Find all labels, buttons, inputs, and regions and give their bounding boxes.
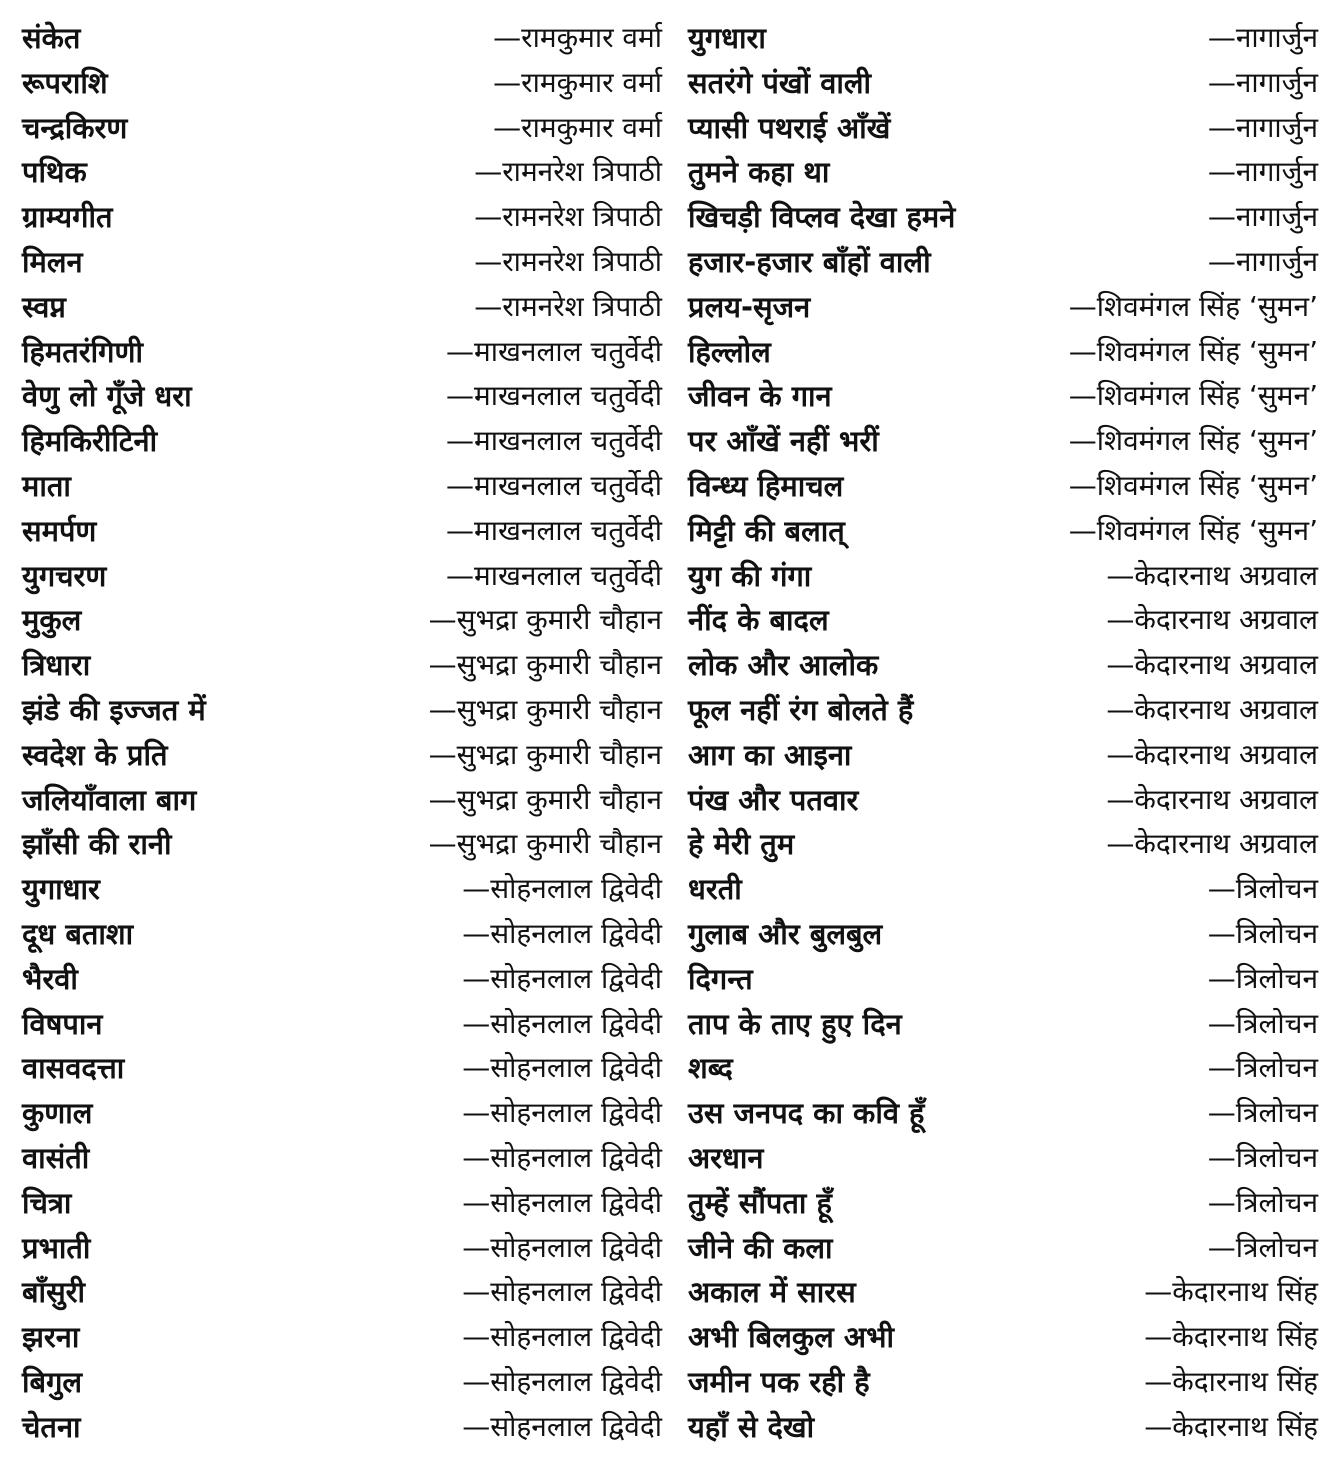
list-item [688,1091,1318,1136]
work-title: चेतना [22,1409,81,1444]
author-name: —त्रिलोचन [1207,1006,1318,1040]
author-name: —त्रिलोचन [1207,1096,1318,1130]
author-name: —सुभद्रा कुमारी चौहान [428,782,662,816]
list-item [688,688,1318,733]
work-title: जीने की कला [688,1230,833,1265]
list-item [22,1226,662,1271]
author-name: —सुभद्रा कुमारी चौहान [428,603,662,637]
work-title: मिलन [22,244,83,279]
list-item [22,330,662,375]
list-item [688,822,1318,867]
work-title: ताप के ताए हुए दिन [688,1006,902,1041]
list-item [22,150,662,195]
work-title: पथिक [22,155,87,190]
author-name: —नागार्जुन [1207,21,1318,54]
work-title: उस जनपद का कवि हूँ [688,1096,925,1131]
list-item [22,912,662,957]
work-title: हिमतरंगिणी [22,334,143,369]
work-title: संकेत [22,21,81,55]
author-name: —सुभद्रा कुमारी चौहान [428,648,662,682]
list-item [688,330,1318,375]
author-name: —सुभद्रा कुमारी चौहान [428,737,662,771]
author-name: —रामनरेश त्रिपाठी [474,200,662,234]
author-name: —त्रिलोचन [1207,916,1318,950]
author-name: —नागार्जुन [1207,200,1318,234]
list-item [688,1181,1318,1226]
list-item [688,16,1318,61]
list-item [688,643,1318,688]
author-name: —केदारनाथ अग्रवाल [1106,827,1318,861]
author-name: —त्रिलोचन [1207,961,1318,995]
list-item [22,16,662,61]
author-name: —रामनरेश त्रिपाठी [474,244,662,278]
list-item [688,1002,1318,1047]
author-name: —माखनलाल चतुर्वेदी [446,379,662,413]
list-item [22,509,662,554]
list-item [22,1181,662,1226]
work-title: वासंती [22,1140,90,1175]
author-name: —सोहनलाल द्विवेदी [462,1006,662,1040]
author-name: —सोहनलाल द्विवेदी [462,1185,662,1219]
author-name: —सोहनलाल द्विवेदी [462,1364,662,1398]
work-title: फूल नहीं रंग बोलते हैं [688,692,914,727]
list-item [22,464,662,509]
work-title: अभी बिलकुल अभी [688,1320,894,1355]
list-item [688,598,1318,643]
list-item [22,195,662,240]
author-name: —केदारनाथ सिंह [1144,1409,1318,1443]
work-title: पंख और पतवार [688,782,859,817]
list-item [22,1360,662,1405]
author-name: —शिवमंगल सिंह ‘सुमन’ [1068,289,1318,323]
author-name: —सोहनलाल द्विवेदी [462,1275,662,1309]
list-item [688,285,1318,330]
work-title: खिचड़ी विप्लव देखा हमने [688,200,956,235]
work-title: नींद के बादल [688,603,829,638]
work-title: झरना [22,1320,80,1355]
list-item [688,464,1318,509]
work-title: ग्राम्यगीत [22,200,113,235]
work-title: विषपान [22,1006,103,1041]
author-name: —शिवमंगल सिंह ‘सुमन’ [1068,513,1318,547]
list-item [22,598,662,643]
right-column [688,16,1318,1450]
author-name: —सोहनलाल द्विवेदी [462,872,662,906]
work-title: युगचरण [22,558,107,593]
author-name: —नागार्जुन [1207,244,1318,278]
list-item [22,1405,662,1450]
list-item [22,1270,662,1315]
work-title: कुणाल [22,1096,93,1131]
list-item [22,822,662,867]
work-title: मुकुल [22,603,82,638]
work-title: चित्रा [22,1185,72,1220]
list-item [688,1136,1318,1181]
author-name: —शिवमंगल सिंह ‘सुमन’ [1068,468,1318,502]
author-name: —केदारनाथ अग्रवाल [1106,692,1318,726]
work-title: हजार-हजार बाँहों वाली [688,244,931,279]
work-title: जीवन के गान [688,379,832,414]
work-title: शब्द [688,1051,733,1086]
author-name: —सोहनलाल द्विवेदी [462,1409,662,1443]
list-item [22,61,662,106]
author-name: —रामनरेश त्रिपाठी [474,289,662,323]
list-item [22,554,662,599]
author-name: —माखनलाल चतुर्वेदी [446,513,662,547]
list-item [688,61,1318,106]
work-title: मिट्टी की बलात् [688,513,845,548]
work-title: आग का आइना [688,737,852,772]
work-title: वासवदत्ता [22,1051,125,1086]
work-title: यहाँ से देखो [688,1409,815,1444]
author-name: —केदारनाथ अग्रवाल [1106,648,1318,682]
list-item [22,106,662,151]
work-title: हे मेरी तुम [688,827,795,862]
author-name: —केदारनाथ सिंह [1144,1275,1318,1309]
author-name: —रामकुमार वर्मा [493,110,662,144]
list-item [22,1046,662,1091]
author-name: —माखनलाल चतुर्वेदी [446,334,662,368]
list-item [22,1091,662,1136]
author-name: —त्रिलोचन [1207,1051,1318,1085]
work-title: अकाल में सारस [688,1275,856,1310]
work-title: लोक और आलोक [688,648,879,683]
list-item [22,240,662,285]
author-name: —केदारनाथ सिंह [1144,1320,1318,1354]
author-name: —सोहनलाल द्विवेदी [462,1051,662,1085]
author-name: —केदारनाथ अग्रवाल [1106,603,1318,637]
work-title: स्वदेश के प्रति [22,737,168,772]
work-title: तुमने कहा था [688,155,830,190]
author-name: —नागार्जुन [1207,110,1318,144]
work-title: चन्द्रकिरण [22,110,128,145]
work-title: रूपराशि [22,65,108,100]
list-item [22,1315,662,1360]
author-name: —त्रिलोचन [1207,1230,1318,1264]
author-name: —सोहनलाल द्विवेदी [462,1096,662,1130]
list-item [22,688,662,733]
author-name: —सोहनलाल द्विवेदी [462,1230,662,1264]
author-name: —केदारनाथ अग्रवाल [1106,737,1318,771]
left-column [22,16,662,1450]
author-name: —सुभद्रा कुमारी चौहान [428,827,662,861]
author-name: —त्रिलोचन [1207,1140,1318,1174]
list-item [22,867,662,912]
author-name: —त्रिलोचन [1207,1185,1318,1219]
work-title: झंडे की इज्जत में [22,692,206,727]
author-name: —नागार्जुन [1207,155,1318,189]
author-name: —सोहनलाल द्विवेदी [462,961,662,995]
work-title: तुम्हें सौंपता हूँ [688,1185,832,1220]
list-item [22,1002,662,1047]
author-name: —रामनरेश त्रिपाठी [474,155,662,189]
list-item [688,106,1318,151]
work-title: जलियाँवाला बाग [22,782,197,817]
list-item [688,1046,1318,1091]
list-item [22,643,662,688]
list-item [688,1270,1318,1315]
list-item [688,733,1318,778]
author-name: —रामकुमार वर्मा [493,21,662,54]
author-name: —सोहनलाल द्विवेदी [462,1140,662,1174]
work-title: त्रिधारा [22,648,91,683]
list-item [22,285,662,330]
list-item [688,957,1318,1002]
work-title: प्रभाती [22,1230,91,1265]
author-name: —माखनलाल चतुर्वेदी [446,424,662,458]
work-title: प्यासी पथराई आँखें [688,110,891,145]
author-name: —सोहनलाल द्विवेदी [462,1320,662,1354]
work-title: गुलाब और बुलबुल [688,916,883,951]
work-title: दिगन्त [688,961,753,996]
work-title: वेणु लो गूँजे धरा [22,379,192,414]
work-title: हिल्लोल [688,334,771,369]
work-title: सतरंगे पंखों वाली [688,65,872,100]
work-title: समर्पण [22,513,97,548]
list-item [688,150,1318,195]
author-name: —रामकुमार वर्मा [493,65,662,99]
list-item [688,554,1318,599]
list-item [688,1226,1318,1271]
author-name: —सुभद्रा कुमारी चौहान [428,692,662,726]
list-item [688,1315,1318,1360]
list-item [22,778,662,823]
author-name: —केदारनाथ सिंह [1144,1364,1318,1398]
work-title: धरती [688,872,742,907]
author-name: —शिवमंगल सिंह ‘सुमन’ [1068,379,1318,413]
list-item [22,374,662,419]
work-title: जमीन पक रही है [688,1364,870,1399]
list-item [688,778,1318,823]
list-item [688,1360,1318,1405]
work-title: युगधारा [688,21,766,55]
work-title: विन्ध्य हिमाचल [688,468,844,503]
author-name: —सोहनलाल द्विवेदी [462,916,662,950]
work-title: युगाधार [22,872,100,907]
list-item [688,419,1318,464]
work-title: माता [22,468,71,503]
list-item [688,867,1318,912]
author-name: —नागार्जुन [1207,65,1318,99]
work-title: बाँसुरी [22,1275,86,1310]
list-item [688,1405,1318,1450]
work-title: बिगुल [22,1364,83,1399]
author-name: —केदारनाथ अग्रवाल [1106,558,1318,592]
work-title: अरधान [688,1140,764,1175]
list-item [688,195,1318,240]
work-title: हिमकिरीटिनी [22,424,158,459]
work-title: भैरवी [22,961,78,996]
work-title: स्वप्न [22,289,66,324]
work-title: युग की गंगा [688,558,812,593]
list-item [688,912,1318,957]
list-item [22,1136,662,1181]
work-title: झाँसी की रानी [22,827,172,862]
work-title: दूध बताशा [22,916,134,951]
list-item [688,374,1318,419]
author-name: —शिवमंगल सिंह ‘सुमन’ [1068,334,1318,368]
list-item [22,733,662,778]
list-item [22,419,662,464]
list-item [688,240,1318,285]
list-item [688,509,1318,554]
author-name: —त्रिलोचन [1207,872,1318,906]
author-name: —माखनलाल चतुर्वेदी [446,558,662,592]
author-name: —केदारनाथ अग्रवाल [1106,782,1318,816]
work-title: पर आँखें नहीं भरीं [688,424,879,459]
author-name: —शिवमंगल सिंह ‘सुमन’ [1068,424,1318,458]
list-item [22,957,662,1002]
work-title: प्रलय-सृजन [688,289,811,324]
author-name: —माखनलाल चतुर्वेदी [446,468,662,502]
